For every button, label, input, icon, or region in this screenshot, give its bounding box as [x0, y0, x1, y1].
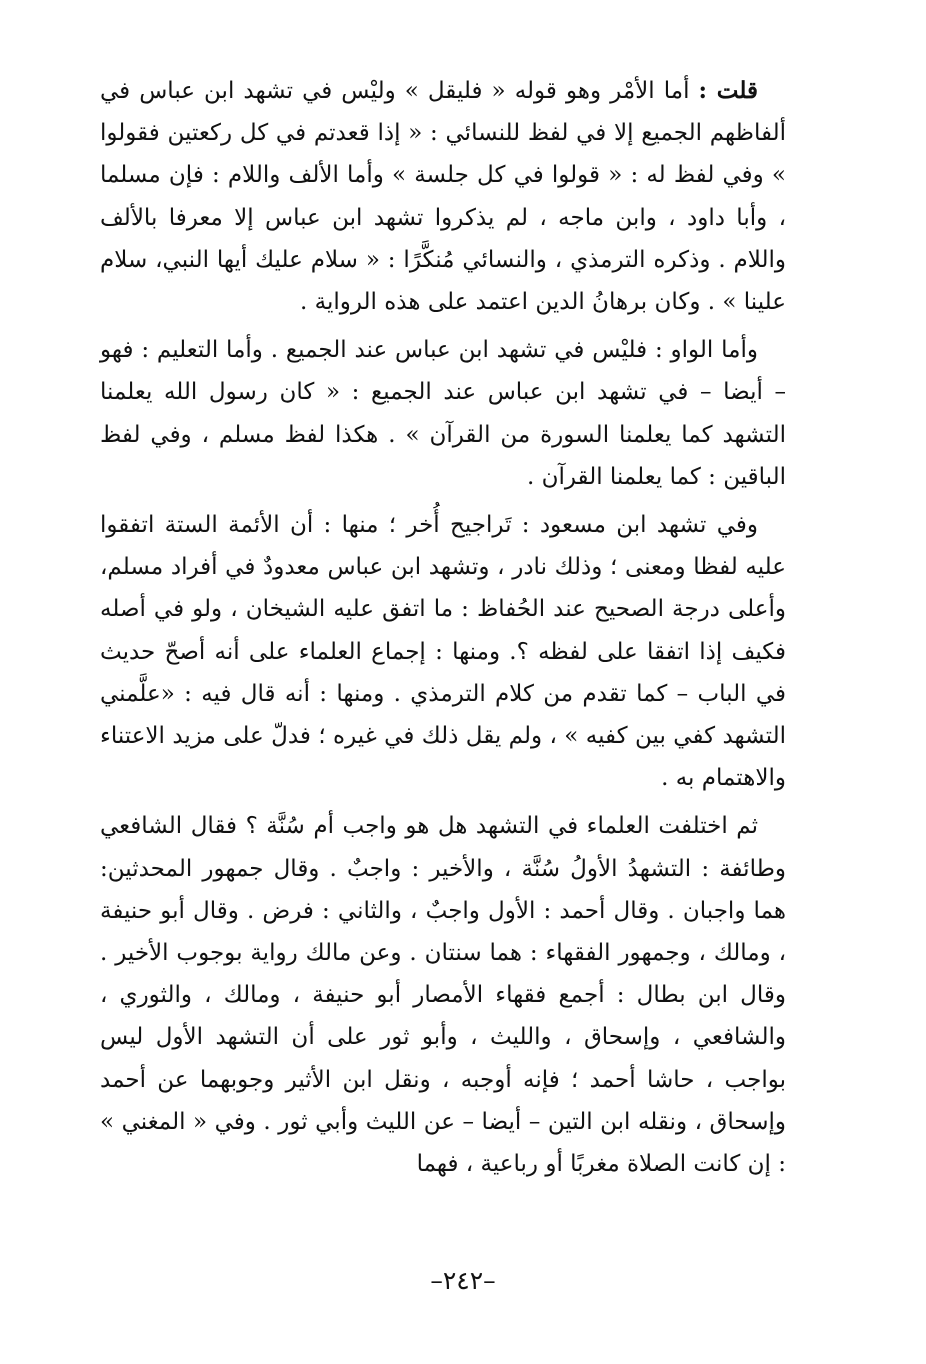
- paragraph-1-lead: قلت :: [698, 77, 758, 104]
- document-body: [100, 70, 786, 1191]
- paragraph-3-text: وفي تشهد ابن مسعود : تَراجيح أُخر ؛ منها : أن الأئمة الستة اتفقوا عليه لفظا ومعنى ؛ وذلك نادر ، وتشهد ابن عباس معدودٌ في أفراد مسلم، وأعلى درجة الصحيح عند الحُفاظ : ما اتفق عليه الشيخان ، ولو في أصله فكيف إذا اتفقا على لفظه ؟. ومنها : إجماع العلماء على أنه أصحّ حديث في الباب – كما تقدم من كلام الترمذي . ومنها : أنه قال فيه : «علَّمني التشهد كفي بين كفيه » ، ولم يقل ذلك في غيره ؛ فدلّ على مزيد الاعتناء والاهتمام به .: [100, 512, 786, 792]
- paragraph-2: [100, 329, 786, 498]
- paragraph-3: [100, 504, 786, 799]
- paragraph-2-text: وأما الواو : فليْس في تشهد ابن عباس عند الجميع . وأما التعليم : فهو – أيضا – في تشهد ابن عباس عند الجميع : « كان رسول الله يعلمنا التشهد كما يعلمنا السورة من القرآن » . هكذا لفظ مسلم ، وفي لفظ الباقين : كما يعلمنا القرآن .: [100, 337, 786, 490]
- paragraph-1: [100, 70, 786, 323]
- paragraph-1-text: أما الأمْر وهو قوله « فليقل » وليْس في تشهد ابن عباس في ألفاظهم الجميع إلا في لفظ للنسائي : « إذا قعدتم في كل ركعتين فقولوا » وفي لفظ له : « قولوا في كل جلسة » وأما الألف واللام : فإن مسلما ، وأبا داود ، وابن ماجه ، لم يذكروا تشهد ابن عباس إلا معرفا بالألف واللام . وذكره الترمذي ، والنسائي مُنكَّرًا : « سلام عليك أيها النبي، سلام علينا » . وكان برهانُ الدين اعتمد على هذه الرواية .: [100, 78, 786, 316]
- page-number: –٢٤٢–: [430, 1266, 496, 1295]
- paragraph-4: [100, 805, 786, 1185]
- paragraph-4-text: ثم اختلفت العلماء في التشهد هل هو واجب أم سُنَّة ؟ فقال الشافعي وطائفة : التشهدُ الأولُ سُنَّة ، والأخير : واجبٌ . وقال جمهور المحدثين: هما واجبان . وقال أحمد : الأول واجبٌ ، والثاني : فرض . وقال أبو حنيفة ، ومالك ، وجمهور الفقهاء : هما سنتان . وعن مالك رواية بوجوب الأخير . وقال ابن بطال : أجمع فقهاء الأمصار أبو حنيفة ، ومالك ، والثوري ، والشافعي ، وإسحاق ، والليث ، وأبو ثور على أن التشهد الأول ليس بواجب ، حاشا أحمد ؛ فإنه أوجبه ، ونقل ابن الأثير وجوبهما عن أحمد وإسحاق ، ونقله ابن التين – أيضا – عن الليث وأبي ثور . وفي « المغني » : إن كانت الصلاة مغربًا أو رباعية ، فهما: [100, 813, 786, 1178]
